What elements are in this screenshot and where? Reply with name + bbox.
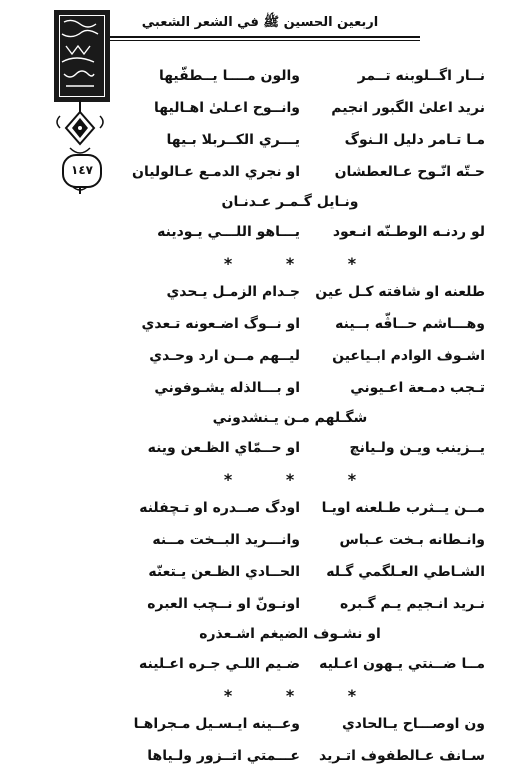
verse-first-hemistich: يــزينب ويـن ولـيانچ (349, 440, 485, 456)
verse-line (90, 62, 490, 94)
verse-first-hemistich: مــن يــثرب طـلعنه اويـا (321, 500, 485, 516)
section-separator-stars (90, 466, 490, 494)
centered-refrain (90, 622, 490, 650)
verse-second-hemistich: او نجري الدمـع عـالوليان (132, 164, 300, 180)
separator-text: * * * (223, 470, 381, 489)
centered-refrain (90, 406, 490, 434)
verse-second-hemistich: اودگ صــدره او تـچفلنه (139, 500, 300, 516)
section-separator-stars (90, 250, 490, 278)
verse-first-hemistich: مــا ضــنتي يـهون اعـليه (319, 656, 485, 672)
verse-first-hemistich: مـا تـامر دليل الـنوگ (344, 132, 485, 148)
poem-body (90, 62, 490, 774)
verse-first-hemistich: نــار اگــلوبنه تــمر (357, 68, 485, 84)
verse-line (90, 494, 490, 526)
running-header-title: اربعين الحسين ﷺ في الشعر الشعبي (141, 15, 379, 30)
verse-first-hemistich: ون اوصـــاح يـالحادي (341, 716, 485, 732)
verse-line (90, 434, 490, 466)
verse-line (90, 650, 490, 682)
verse-line (90, 278, 490, 310)
verse-second-hemistich: اونـونّ او نــچب العبره (147, 596, 300, 612)
verse-second-hemistich: ليــهم مــن ارد وحـدي (149, 348, 300, 364)
verse-second-hemistich: او حــمّاي الظـعن وينه (147, 440, 300, 456)
verse-line (90, 558, 490, 590)
refrain-text: شگـلهم مـن يـنشدوني (212, 410, 368, 426)
verse-second-hemistich: وانـــريد البــخت مــنه (152, 532, 300, 548)
verse-first-hemistich: حـتّه انّـوح عـالعطشان (334, 164, 485, 180)
separator-text: * * * (223, 686, 381, 705)
verse-line (90, 710, 490, 742)
verse-second-hemistich: جـدام الزمـل يـحدي (166, 284, 300, 300)
centered-refrain (90, 190, 490, 218)
verse-line (90, 310, 490, 342)
verse-line (90, 342, 490, 374)
refrain-text: او نشـوف الضيغم اشـعذره (199, 626, 381, 642)
refrain-text: ونـايل گـمـر عـدنـان (221, 194, 359, 210)
verse-line (90, 526, 490, 558)
verse-line (90, 158, 490, 190)
verse-line (90, 126, 490, 158)
verse-second-hemistich: او نــوگ اضـعونه تـعدي (141, 316, 300, 332)
verse-second-hemistich: والون مــــا يــطفّيها (158, 68, 300, 84)
verse-second-hemistich: ضـيم اللـي جـره اعـلينه (139, 656, 300, 672)
verse-line (90, 590, 490, 622)
verse-first-hemistich: نـريد انـجيم يـم گـبره (340, 596, 485, 612)
verse-first-hemistich: طلعنه او شافته كـل عين (315, 284, 485, 300)
verse-second-hemistich: وانــوح اعـلىٰ اهـاليها (154, 100, 300, 116)
verse-second-hemistich: وعــينه ايـسـيل مـجراهـا (133, 716, 300, 732)
verse-second-hemistich: او بـــالذله يشـوفوني (154, 380, 300, 396)
verse-first-hemistich: وهـــاشم حــاڤّه بــينه (335, 316, 485, 332)
verse-line (90, 742, 490, 774)
verse-second-hemistich: يـــري الكــربلا بـيها (166, 132, 300, 148)
verse-first-hemistich: اشـوف الوادم ابـياعين (332, 348, 485, 364)
verse-first-hemistich: نريد اعلىٰ الگبور انجيم (331, 100, 485, 116)
verse-first-hemistich: سـانف عـالطفوف اتـريد (319, 748, 485, 764)
verse-second-hemistich: الحــادي الظـعن يـتعنّه (148, 564, 300, 580)
verse-first-hemistich: لو ردنـه الوطـنّه انـعود (332, 224, 485, 240)
verse-line (90, 218, 490, 250)
verse-line (90, 374, 490, 406)
page-number: ١٤٧ (71, 163, 93, 177)
header-rule (90, 36, 420, 38)
verse-second-hemistich: عـــمتي اتــزور ولـياها (147, 748, 300, 764)
verse-line (90, 94, 490, 126)
section-separator-stars (90, 682, 490, 710)
separator-text: * * * (223, 254, 381, 273)
verse-first-hemistich: وانـطانه بـخت عـباس (339, 532, 485, 548)
header-rule-thin (90, 40, 420, 41)
verse-second-hemistich: يـــاهو اللـــي يـودينه (157, 224, 300, 240)
verse-first-hemistich: تـجب دمـعة اعـيوني (350, 380, 485, 396)
verse-first-hemistich: الشـاطي العـلگمي گـله (326, 564, 485, 580)
